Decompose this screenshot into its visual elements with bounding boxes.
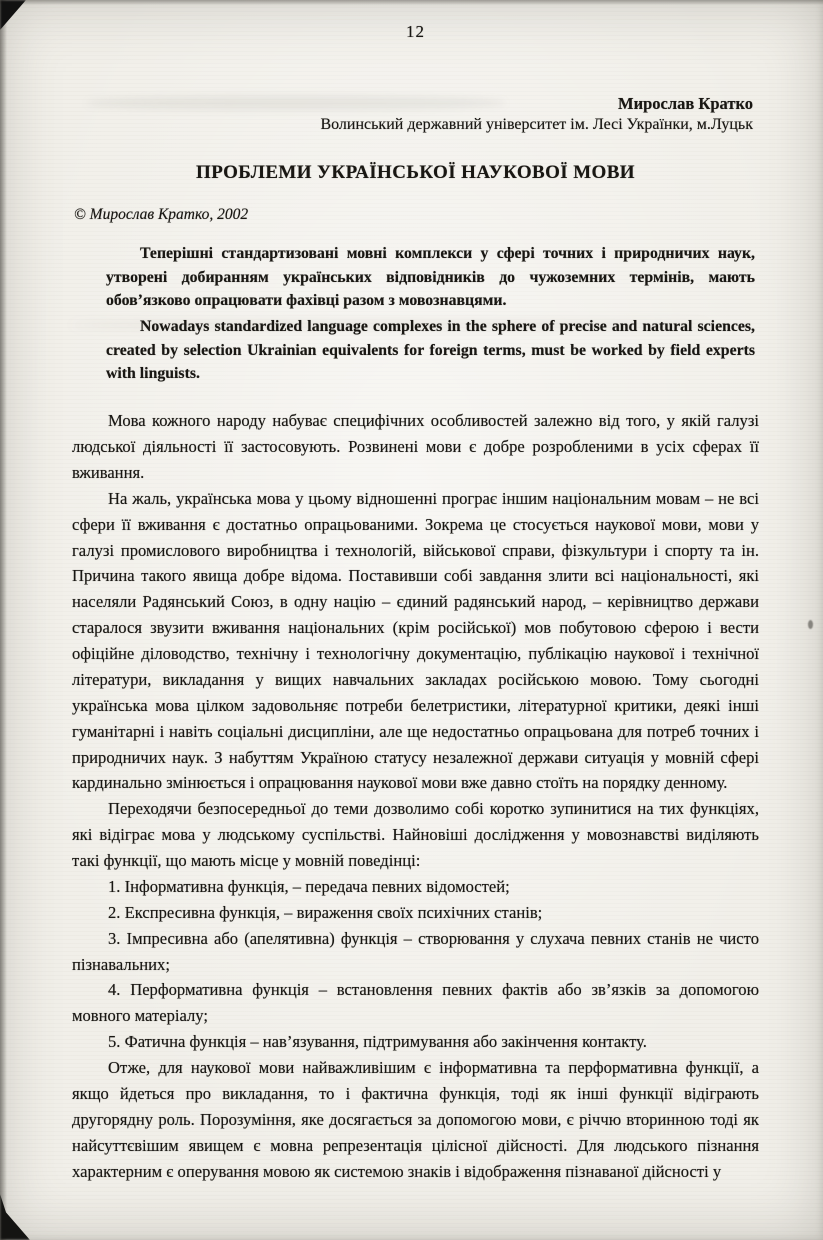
body-paragraph: Мова кожного народу набуває специфічних особливостей залежно від того, у якій галузі людської діяльності її застосовують. Розвинені мови є добре розробленими в усіх сферах її вживання. <box>72 411 759 482</box>
body-paragraph: Переходячи безпосередньої до теми дозволимо собі коротко зупинитися на тих функціях, які відіграє мова у людському суспільстві. Найновіші дослідження у мовознавстві виділяють такі функції, що мають місце у мовній поведінці: <box>72 799 759 870</box>
closing-paragraph: Отже, для наукової мови найважливішим є інформативна та перформативна функції, а якщо йдеться про викладання, то і фактична функція, тоді як інші функції відіграють другорядну роль. Порозуміння, яке досягається за допомогою мови, є річчю вторинною тоді як найсуттєвішим явищем є мовна репрезентація цілісної дійсності. Для людського пізнання характерним є оперування мовою як системою знаків і відображення пізнаваної дійсності у <box>72 1058 759 1181</box>
body-paragraph: На жаль, українська мова у цьому відношенні програє іншим національним мовам – не всі сфери її вживання є достатньо опрацьованими. Зокрема це стосується наукової мови, мови у галузі промислового виробництва і технологій, військової справи, фізкультури і спорту та ін. Причина такого явища добре відома. Поставивши собі завдання злити всі національності, які населяли Радянський Союз, в одну націю – єдиний радянський народ, – керівництво держави старалося звузити вживання національних (крім російської) мов побутовою сферою і вести офіційне діловодство, технічну і технологічну документацію, публікацію наукової і технічної літератури, викладання у вищих навчальних закладах російською мовою. Тому сьогодні українська мова цілком задовольняє потреби белетристики, літературної критики, деякі інші гуманітарні і навіть соціальні дисципліни, але ще недостатньо опрацьована для потреб точних і природничих наук. З набуттям Україною статусу незалежної держави ситуація у мовній сфері кардинально змінюється і опрацювання наукової мови вже давно стоїть на порядку денному. <box>72 488 759 793</box>
scan-edge-shadow-left <box>0 0 7 1240</box>
author-name: Мирослав Кратко <box>618 94 753 113</box>
article-body <box>72 408 759 1184</box>
abstract-ukrainian-text: Теперішні стандартизовані мовні комплекси у сфері точних і природничих наук, утворені добиранням українських відповідників до чужоземних термінів, мають обов’язково опрацювати фахівці разом з мовознавцями. <box>106 245 755 310</box>
language-function-item-1: 1. Інформативна функція, – передача певних відомостей; <box>108 876 510 896</box>
paper-title: ПРОБЛЕМИ УКРАЇНСЬКОЇ НАУКОВОЇ МОВИ <box>196 162 635 183</box>
scan-edge-shadow-top <box>0 0 823 5</box>
language-function-item-2: 2. Експресивна функція, – вираження своїх психічних станів; <box>108 902 543 922</box>
abstract-ukrainian <box>106 242 755 313</box>
page-number: 12 <box>406 22 425 41</box>
language-function-item-4: 4. Перформативна функція – встановлення певних фактів або зв’язків за допомогою мовного матеріалу; <box>72 980 759 1026</box>
scan-speck <box>808 620 813 629</box>
scan-artifact-corner-bottom-left <box>0 1194 30 1240</box>
page-content <box>72 22 759 1184</box>
language-function-item-5: 5. Фатична функція – нав’язування, підтримування або закінчення контакту. <box>108 1032 647 1052</box>
abstract-english <box>106 315 755 386</box>
abstract-english-text: Nowadays standardized language complexes in the sphere of precise and natural sciences, created by selection Ukrainian equivalents for foreign terms, must be worked by field experts with linguists. <box>106 318 755 383</box>
author-affiliation: Волинський державний університет ім. Лесі Українки, м.Луцьк <box>320 116 753 133</box>
copyright-notice: © Мирослав Кратко, 2002 <box>74 206 249 223</box>
language-function-item-3: 3. Імпресивна або (апелятивна) функція – створювання у слухача певних станів не чисто пізнавальних; <box>72 928 759 974</box>
scan-artifact-corner-top-left <box>0 0 26 30</box>
